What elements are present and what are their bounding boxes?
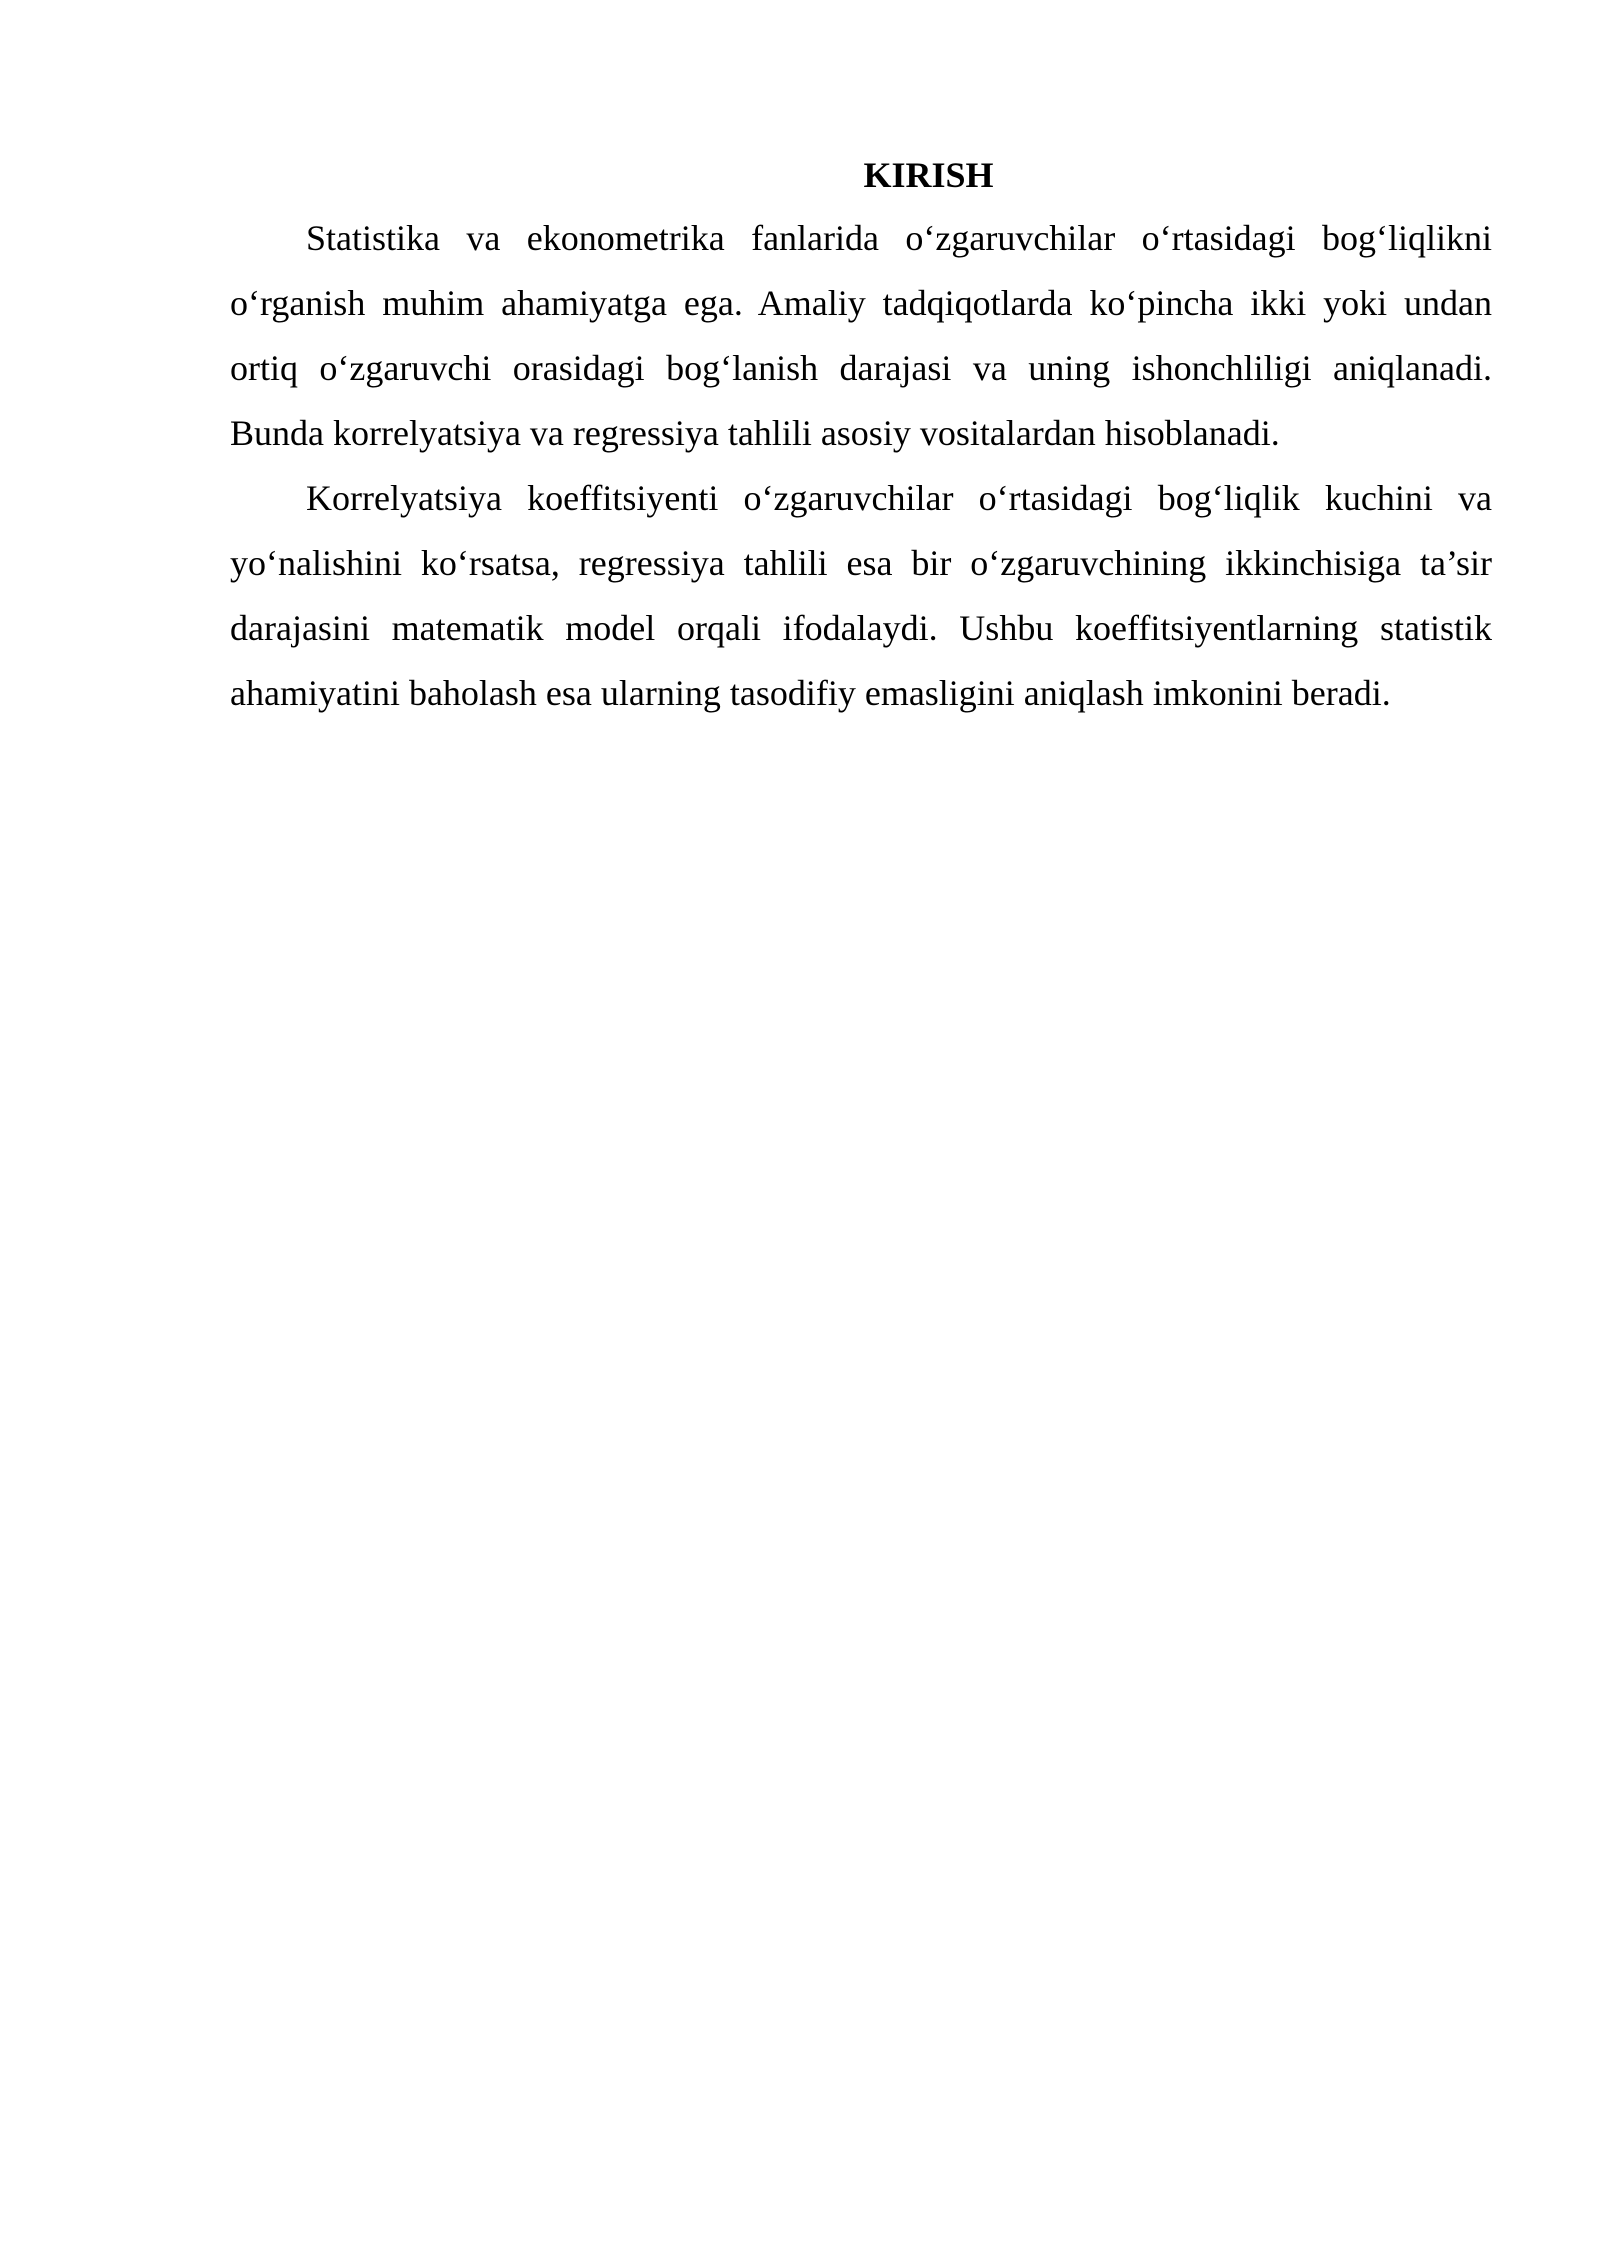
section-heading: KIRISH <box>863 155 994 195</box>
paragraph-1: Statistika va ekonometrika fanlarida o‘zgaruvchilar o‘rtasidagi bog‘liqlikni o‘rganish muhim ahamiyatga ega. Amaliy tadqiqotlarda ko‘pincha ikki yoki undan ortiq o‘zgaruvchi orasidagi bog‘lanish darajasi va uning ishonchliligi aniqlanadi. Bunda korrelyatsiya va regressiya tahlili asosiy vositalardan hisoblanadi. <box>230 218 1492 453</box>
paragraph-2: Korrelyatsiya koeffitsiyenti o‘zgaruvchilar o‘rtasidagi bog‘liqlik kuchini va yo‘nalishini ko‘rsatsa, regressiya tahlili esa bir o‘zgaruvchining ikkinchisiga ta’sir darajasini matematik model orqali ifodalaydi. Ushbu koeffitsiyentlarning statistik ahamiyatini baholash esa ularning tasodifiy emasligini aniqlash imkonini beradi. <box>230 478 1492 713</box>
document-body <box>230 150 1492 726</box>
